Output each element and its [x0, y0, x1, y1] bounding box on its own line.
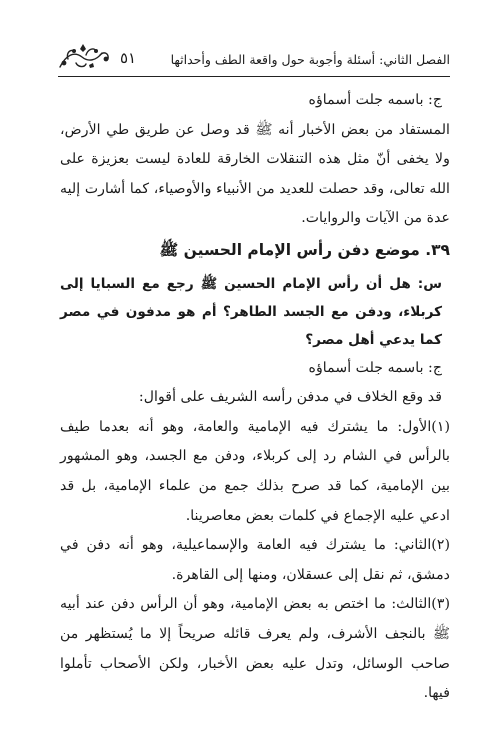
question-text: س: هل أن رأس الإمام الحسين ﷺ رجع مع السبايا إلى كربلاء، ودفن مع الجسد الطاهر؟ أم هو مدفون في مصر كما يدعي أهل مصر؟ [60, 275, 442, 348]
section-heading: ٣٩. موضع دفن رأس الإمام الحسين ﷺ [159, 240, 450, 259]
page-body [60, 86, 450, 709]
answer-intro: ج: باسمه جلت أسماؤه [308, 92, 442, 108]
list-item: (٣)الثالث: ما اختص به بعض الإمامية، وهو أن الرأس دفن عند أبيه ﷺ بالنجف الأشرف، ولم يعرف قائله صريحاً إلا ما يُستظهر من صاحب الوسائل، وتدل عليه بعض الأخبار، ولكن الأصحاب تأملوا فيها. [60, 596, 450, 702]
header-rule [58, 76, 450, 77]
page-header [58, 38, 450, 78]
answer-intro: ج: باسمه جلت أسماؤه [308, 359, 442, 376]
list-item: (٢)الثاني: ما يشترك فيه العامة والإسماعيلية، وهو أنه دفن في دمشق، ثم نقل إلى عسقلان، ومنها إلى القاهرة. [60, 537, 450, 583]
floral-ornament-icon [56, 41, 112, 71]
page-number: ٥١ [120, 49, 137, 67]
paragraph: قد وقع الخلاف في مدفن رأسه الشريف على أقوال: [138, 389, 442, 406]
list-item: (١)الأول: ما يشترك فيه الإمامية والعامة، وهو أنه بعدما طيف بالرأس في الشام رد إلى كربلاء، ودفن مع الجسد، وهو المشهور بين الإمامية، كما قد صرح بذلك جمع من علماء الإمامية، بل قد ادعي عليه الإجماع في كلمات بعض معاصرينا. [60, 418, 450, 524]
running-title: الفصل الثاني: أسئلة وأجوبة حول واقعة الطف وأحداثها [170, 52, 450, 67]
paragraph: المستفاد من بعض الأخبار أنه ﷺ قد وصل عن طريق طي الأرض، ولا يخفى أنّ مثل هذه التنقلات الخارقة للعادة ليست بعزيزة على الله تعالى، وقد حصلت للعديد من الأنبياء والأوصياء، كما أشارت إليه عدة من الآيات والروايات. [60, 121, 450, 227]
